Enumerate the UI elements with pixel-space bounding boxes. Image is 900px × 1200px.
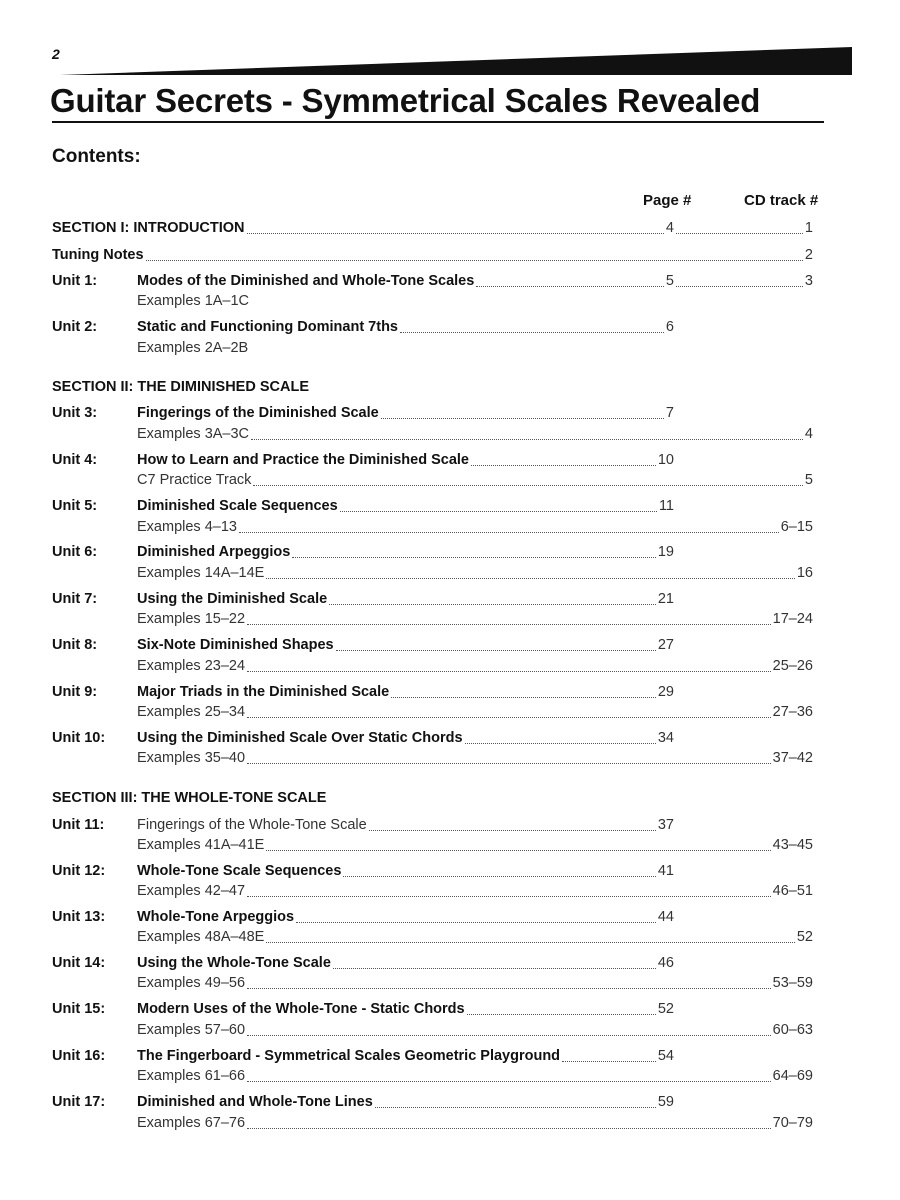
- entry-title-segment: [137, 702, 813, 722]
- dot-leader: [247, 1113, 771, 1129]
- cd-track-value: 70–79: [772, 1115, 813, 1131]
- examples-label: Examples 61–66: [137, 1068, 246, 1084]
- dot-leader: [676, 271, 803, 287]
- toc-row: [52, 953, 813, 973]
- dot-leader: [369, 815, 656, 831]
- page-number-value: 54: [657, 1048, 674, 1064]
- examples-row: [52, 656, 813, 676]
- toc-row: [52, 317, 813, 337]
- dot-leader: [562, 1046, 656, 1062]
- toc-row: [52, 999, 813, 1019]
- examples-row: [52, 609, 813, 629]
- dot-leader: [467, 999, 656, 1015]
- page-number-value: 41: [657, 863, 674, 879]
- entry-title: Modes of the Diminished and Whole-Tone Scales: [137, 273, 475, 289]
- entry-title: Using the Diminished Scale: [137, 591, 328, 607]
- page-title: Guitar Secrets - Symmetrical Scales Revealed: [50, 82, 761, 119]
- examples-row: [52, 470, 813, 490]
- entry-title-segment: [137, 517, 813, 537]
- section-heading: [52, 788, 813, 808]
- examples-label: Examples 1A–1C: [137, 293, 250, 309]
- entry-title-segment: [137, 450, 674, 470]
- entry-title-segment: [137, 927, 813, 947]
- dot-leader: [400, 317, 664, 333]
- column-header-page: Page #: [643, 192, 692, 209]
- track-segment: [674, 218, 813, 238]
- examples-label: Examples 49–56: [137, 975, 246, 991]
- entry-title-segment: [137, 338, 248, 358]
- toc-row: [52, 907, 813, 927]
- unit-label: Unit 7:: [52, 591, 98, 607]
- toc-row: [52, 403, 813, 423]
- entry-title-segment: [137, 881, 813, 901]
- page-number-value: 59: [657, 1094, 674, 1110]
- examples-row: [52, 748, 813, 768]
- examples-label: Examples 15–22: [137, 611, 246, 627]
- cd-track-value: 5: [804, 472, 813, 488]
- page-number-value: 11: [658, 498, 674, 514]
- unit-label: Unit 12:: [52, 863, 106, 879]
- entry-title-segment: [137, 271, 674, 291]
- examples-label: Examples 23–24: [137, 658, 246, 674]
- dot-leader: [239, 517, 779, 533]
- dot-leader: [329, 589, 656, 605]
- entry-title: Using the Diminished Scale Over Static Chords: [137, 730, 463, 746]
- examples-row: [52, 702, 813, 722]
- track-segment: [674, 271, 813, 291]
- dot-leader: [247, 973, 771, 989]
- examples-row: [52, 291, 813, 311]
- cd-track-value: 4: [804, 426, 813, 442]
- page-number-value: 27: [657, 637, 674, 653]
- entry-title-segment: [137, 609, 813, 629]
- toc-row: [52, 271, 813, 291]
- entry-title: Diminished Arpeggios: [137, 544, 291, 560]
- dot-leader: [381, 403, 664, 419]
- examples-label: C7 Practice Track: [137, 472, 252, 488]
- entry-title-segment: [137, 563, 813, 583]
- dot-leader: [391, 682, 656, 698]
- entry-title-segment: [137, 1092, 674, 1112]
- cd-track-value: 64–69: [772, 1068, 813, 1084]
- dot-leader: [375, 1092, 656, 1108]
- page-number: 2: [52, 46, 60, 62]
- page-number-value: 6: [665, 319, 674, 335]
- entry-title-segment: [137, 403, 674, 423]
- examples-label: Examples 4–13: [137, 519, 237, 535]
- examples-label: Examples 25–34: [137, 704, 246, 720]
- dot-leader: [247, 1066, 771, 1082]
- dot-leader: [247, 881, 771, 897]
- dot-leader: [465, 728, 656, 744]
- cd-track-value: 43–45: [772, 837, 813, 853]
- entry-title: How to Learn and Practice the Diminished Scale: [137, 452, 469, 468]
- cd-track-value: 27–36: [772, 704, 813, 720]
- entry-title-segment: [137, 424, 813, 444]
- examples-label: Examples 41A–41E: [137, 837, 265, 853]
- entry-title-segment: [137, 635, 674, 655]
- entry-title-segment: [137, 907, 674, 927]
- entry-title-segment: [137, 835, 813, 855]
- entry-title: Diminished Scale Sequences: [137, 498, 338, 514]
- dot-leader: [471, 450, 656, 466]
- dot-leader: [676, 218, 803, 234]
- examples-label: Examples 67–76: [137, 1115, 246, 1131]
- dot-leader: [247, 702, 771, 718]
- dot-leader: [247, 656, 771, 672]
- page-number-value: 19: [657, 544, 674, 560]
- dot-leader: [247, 1020, 771, 1036]
- examples-row: [52, 1066, 813, 1086]
- page-number-value: 21: [657, 591, 674, 607]
- unit-label: Unit 1:: [52, 273, 98, 289]
- section-title: SECTION II: THE DIMINISHED SCALE: [52, 379, 309, 395]
- unit-label: Unit 9:: [52, 684, 98, 700]
- entry-title-segment: [137, 1046, 674, 1066]
- entry-title-segment: [137, 470, 813, 490]
- cd-track-value: 17–24: [772, 611, 813, 627]
- page-number-value: 4: [665, 220, 674, 236]
- entry-title: Tuning Notes: [52, 247, 144, 263]
- entry-title: Major Triads in the Diminished Scale: [137, 684, 390, 700]
- entry-title: Whole-Tone Scale Sequences: [137, 863, 342, 879]
- examples-row: [52, 1113, 813, 1133]
- dot-leader: [296, 907, 656, 923]
- entry-title-segment: [137, 542, 674, 562]
- toc-row: [52, 682, 813, 702]
- contents-heading: Contents:: [52, 146, 141, 167]
- cd-track-value: 60–63: [772, 1022, 813, 1038]
- toc-row: [52, 1046, 813, 1066]
- section-heading: [52, 377, 813, 397]
- entry-title-segment: [52, 245, 813, 265]
- cd-track-value: 2: [804, 247, 813, 263]
- cd-track-value: 37–42: [772, 750, 813, 766]
- page-number-value: 29: [657, 684, 674, 700]
- toc-row: [52, 1092, 813, 1112]
- dot-leader: [292, 542, 656, 558]
- entry-title-segment: [137, 999, 674, 1019]
- unit-label: Unit 2:: [52, 319, 98, 335]
- unit-label: Unit 10:: [52, 730, 106, 746]
- unit-label: Unit 16:: [52, 1048, 106, 1064]
- cd-track-value: 16: [796, 565, 813, 581]
- examples-label: Examples 42–47: [137, 883, 246, 899]
- entry-title: Static and Functioning Dominant 7ths: [137, 319, 398, 335]
- cd-track-value: 52: [796, 929, 813, 945]
- entry-title: Whole-Tone Arpeggios: [137, 909, 295, 925]
- entry-title: Six-Note Diminished Shapes: [137, 637, 334, 653]
- dot-leader: [247, 609, 771, 625]
- page-number-value: 44: [657, 909, 674, 925]
- entry-title: SECTION I: INTRODUCTION: [52, 220, 245, 236]
- entry-title-segment: [137, 656, 813, 676]
- page-number-value: 5: [665, 273, 674, 289]
- entry-title-segment: [137, 728, 674, 748]
- toc-row: [52, 496, 813, 516]
- cd-track-value: 53–59: [772, 975, 813, 991]
- header-wedge-bar: [60, 47, 852, 75]
- toc-row: [52, 815, 813, 835]
- dot-leader: [146, 245, 803, 261]
- examples-label: Examples 48A–48E: [137, 929, 265, 945]
- entry-title: Modern Uses of the Whole-Tone - Static Chords: [137, 1001, 465, 1017]
- page-number-value: 46: [657, 955, 674, 971]
- examples-label: Examples 35–40: [137, 750, 246, 766]
- toc-row: [52, 728, 813, 748]
- toc-row: [52, 589, 813, 609]
- entry-title-segment: [137, 291, 249, 311]
- examples-label: Examples 2A–2B: [137, 340, 249, 356]
- entry-title-segment: [137, 1113, 813, 1133]
- unit-label: Unit 3:: [52, 405, 98, 421]
- entry-title-segment: [137, 973, 813, 993]
- dot-leader: [333, 953, 656, 969]
- page-number-value: 7: [665, 405, 674, 421]
- entry-title-segment: [137, 682, 674, 702]
- entry-title-segment: [137, 496, 674, 516]
- entry-title-segment: [137, 589, 674, 609]
- entry-title-segment: [137, 1020, 813, 1040]
- unit-label: Unit 15:: [52, 1001, 106, 1017]
- unit-label: Unit 4:: [52, 452, 98, 468]
- cd-track-value: 25–26: [772, 658, 813, 674]
- unit-label: Unit 8:: [52, 637, 98, 653]
- entry-title-segment: [137, 748, 813, 768]
- examples-row: [52, 517, 813, 537]
- page-number-value: 37: [657, 817, 674, 833]
- toc-row: [52, 245, 813, 265]
- column-header-cd-track: CD track #: [744, 192, 819, 209]
- examples-row: [52, 973, 813, 993]
- cd-track-value: 1: [804, 220, 813, 236]
- dot-leader: [340, 496, 657, 512]
- dot-leader: [247, 748, 771, 764]
- examples-row: [52, 424, 813, 444]
- examples-label: Examples 57–60: [137, 1022, 246, 1038]
- page-number-value: 34: [657, 730, 674, 746]
- toc-row: [52, 450, 813, 470]
- examples-label: Examples 3A–3C: [137, 426, 250, 442]
- entry-title-segment: [52, 218, 674, 238]
- cd-track-value: 6–15: [780, 519, 813, 535]
- dot-leader: [253, 470, 803, 486]
- unit-label: Unit 17:: [52, 1094, 106, 1110]
- examples-row: [52, 563, 813, 583]
- unit-label: Unit 11:: [52, 817, 105, 833]
- page-number-value: 52: [657, 1001, 674, 1017]
- toc-row: [52, 218, 813, 238]
- entry-title: Fingerings of the Whole-Tone Scale: [137, 817, 367, 833]
- entry-title: The Fingerboard - Symmetrical Scales Geometric Playground: [137, 1048, 561, 1064]
- examples-row: [52, 338, 813, 358]
- dot-leader: [476, 271, 664, 287]
- dot-leader: [251, 424, 803, 440]
- section-title: SECTION III: THE WHOLE-TONE SCALE: [52, 790, 327, 806]
- entry-title-segment: [137, 953, 674, 973]
- entry-title-segment: [137, 317, 674, 337]
- entry-title-segment: [137, 815, 674, 835]
- unit-label: Unit 5:: [52, 498, 98, 514]
- title-underline: [52, 121, 824, 123]
- examples-label: Examples 14A–14E: [137, 565, 265, 581]
- page-number-value: 10: [657, 452, 674, 468]
- toc-row: [52, 635, 813, 655]
- entry-title-segment: [137, 1066, 813, 1086]
- toc-row: [52, 542, 813, 562]
- unit-label: Unit 13:: [52, 909, 106, 925]
- unit-label: Unit 14:: [52, 955, 106, 971]
- dot-leader: [336, 635, 656, 651]
- entry-title: Using the Whole-Tone Scale: [137, 955, 331, 971]
- dot-leader: [266, 927, 795, 943]
- examples-row: [52, 1020, 813, 1040]
- toc-row: [52, 861, 813, 881]
- dot-leader: [247, 218, 664, 234]
- dot-leader: [343, 861, 655, 877]
- examples-row: [52, 835, 813, 855]
- entry-title-segment: [137, 861, 674, 881]
- dot-leader: [266, 563, 795, 579]
- entry-title: Fingerings of the Diminished Scale: [137, 405, 379, 421]
- dot-leader: [266, 835, 770, 851]
- examples-row: [52, 927, 813, 947]
- cd-track-value: 3: [804, 273, 813, 289]
- cd-track-value: 46–51: [772, 883, 813, 899]
- unit-label: Unit 6:: [52, 544, 98, 560]
- entry-title: Diminished and Whole-Tone Lines: [137, 1094, 373, 1110]
- examples-row: [52, 881, 813, 901]
